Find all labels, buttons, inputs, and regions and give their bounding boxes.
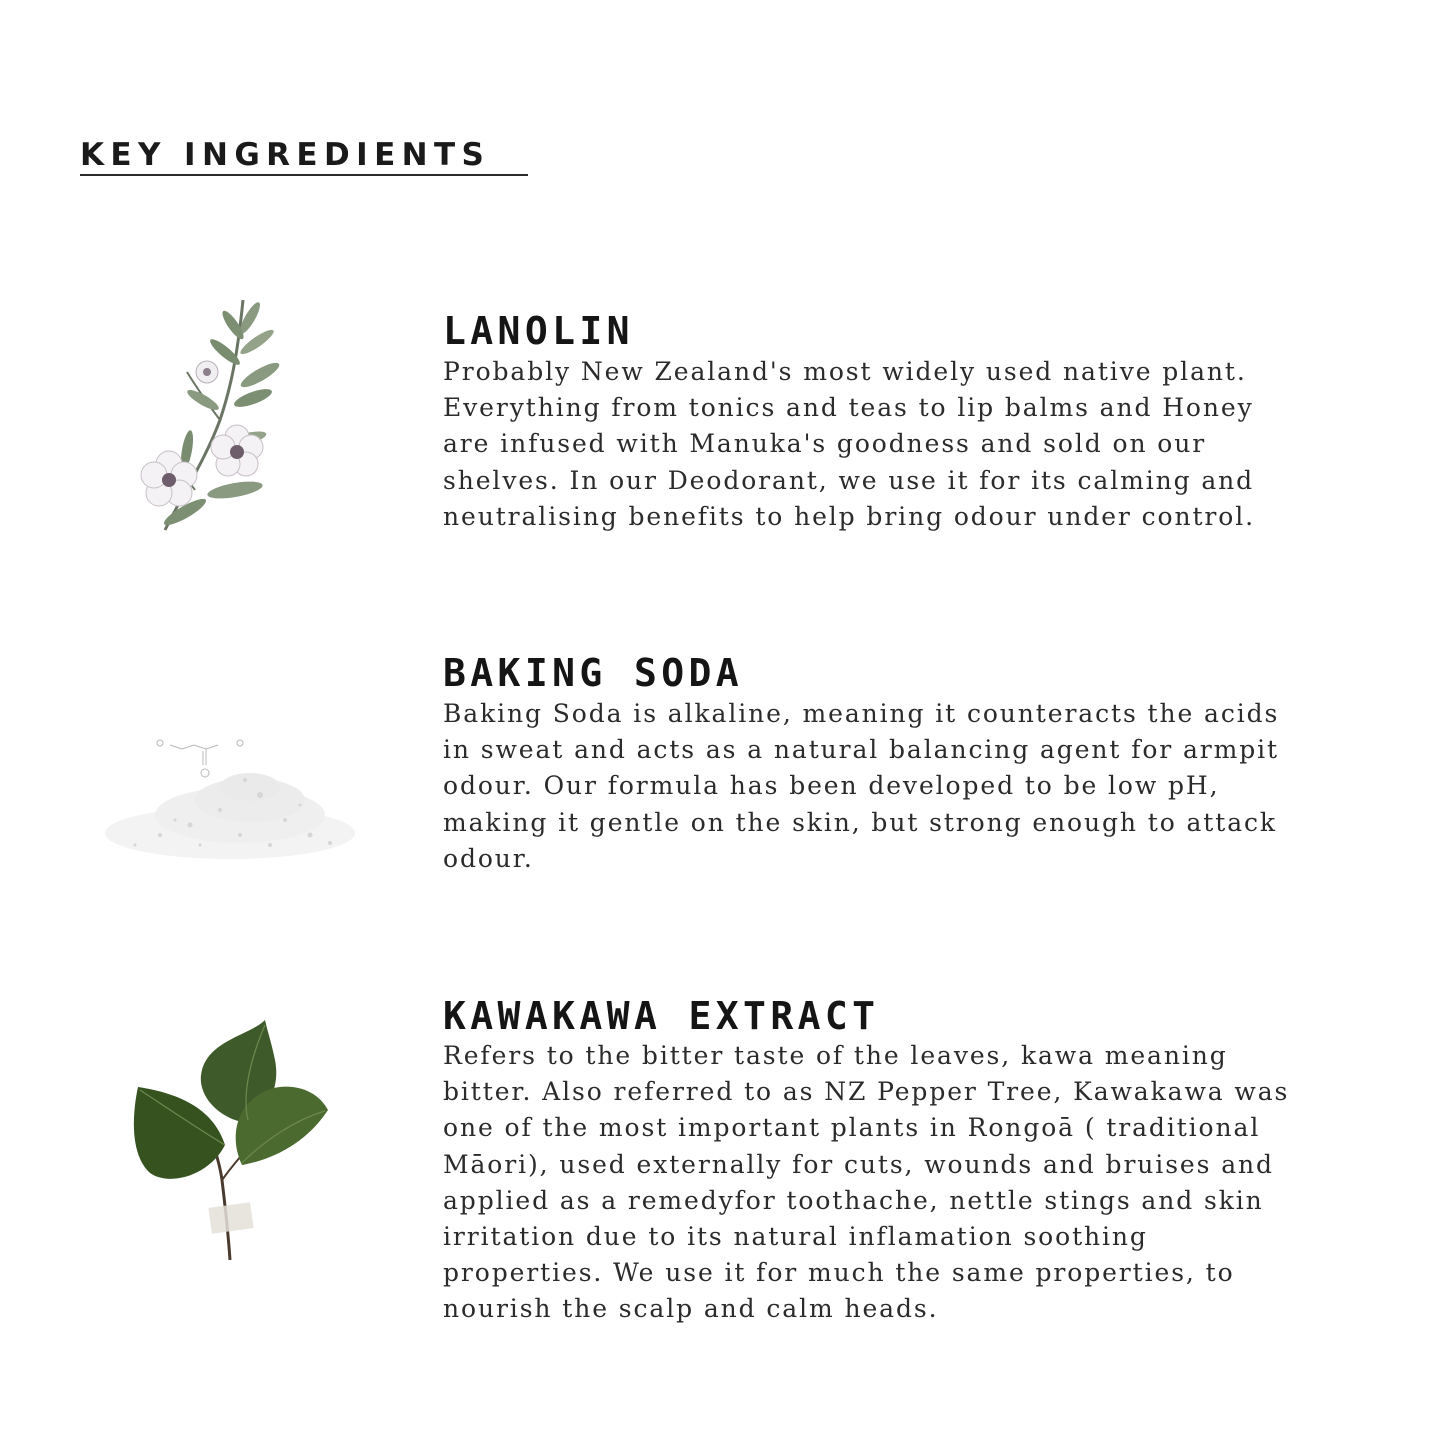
title-underline xyxy=(80,174,528,176)
ingredient-description xyxy=(443,354,1403,535)
description-line: shelves. In our Deodorant, we use it for its calming and xyxy=(443,465,1255,495)
page-title: KEY INGREDIENTS xyxy=(80,137,491,173)
description-line: Everything from tonics and teas to lip balms and Honey xyxy=(443,393,1254,423)
description-line: odour. Our formula has been developed to be low pH, xyxy=(443,771,1220,801)
baking-soda-powder-icon xyxy=(100,725,370,870)
ingredient-name: LANOLIN xyxy=(443,309,634,353)
description-line: making it gentle on the skin, but strong enough to attack xyxy=(443,807,1277,837)
description-line: neutralising benefits to help bring odour under control. xyxy=(443,501,1255,531)
kawakawa-leaf-icon xyxy=(130,1015,335,1270)
description-line: nourish the scalp and calm heads. xyxy=(443,1294,939,1324)
description-line: Baking Soda is alkaline, meaning it counteracts the acids xyxy=(443,699,1280,728)
ingredient-description xyxy=(443,696,1403,877)
manuka-flower-icon xyxy=(125,290,295,540)
description-line: bitter. Also referred to as NZ Pepper Tree, Kawakawa was xyxy=(443,1077,1290,1107)
ingredient-name: KAWAKAWA EXTRACT xyxy=(443,994,880,1038)
description-line: are infused with Manuka's goodness and sold on our xyxy=(443,429,1207,459)
description-line: Refers to the bitter taste of the leaves, kawa meaning xyxy=(443,1041,1228,1070)
description-line: Probably New Zealand's most widely used native plant. xyxy=(443,357,1247,386)
description-line: odour. xyxy=(443,843,534,873)
ingredient-description xyxy=(443,1038,1403,1328)
description-line: Māori), used externally for cuts, wounds and bruises and xyxy=(443,1149,1274,1179)
description-line: properties. We use it for much the same properties, to xyxy=(443,1258,1235,1288)
ingredient-name: BAKING SODA xyxy=(443,651,744,695)
description-line: in sweat and acts as a natural balancing agent for armpit xyxy=(443,735,1279,765)
description-line: one of the most important plants in Rongoā ( traditional xyxy=(443,1113,1261,1143)
description-line: irritation due to its natural inflamation soothing xyxy=(443,1222,1148,1252)
description-line: applied as a remedyfor toothache, nettle stings and skin xyxy=(443,1185,1264,1215)
